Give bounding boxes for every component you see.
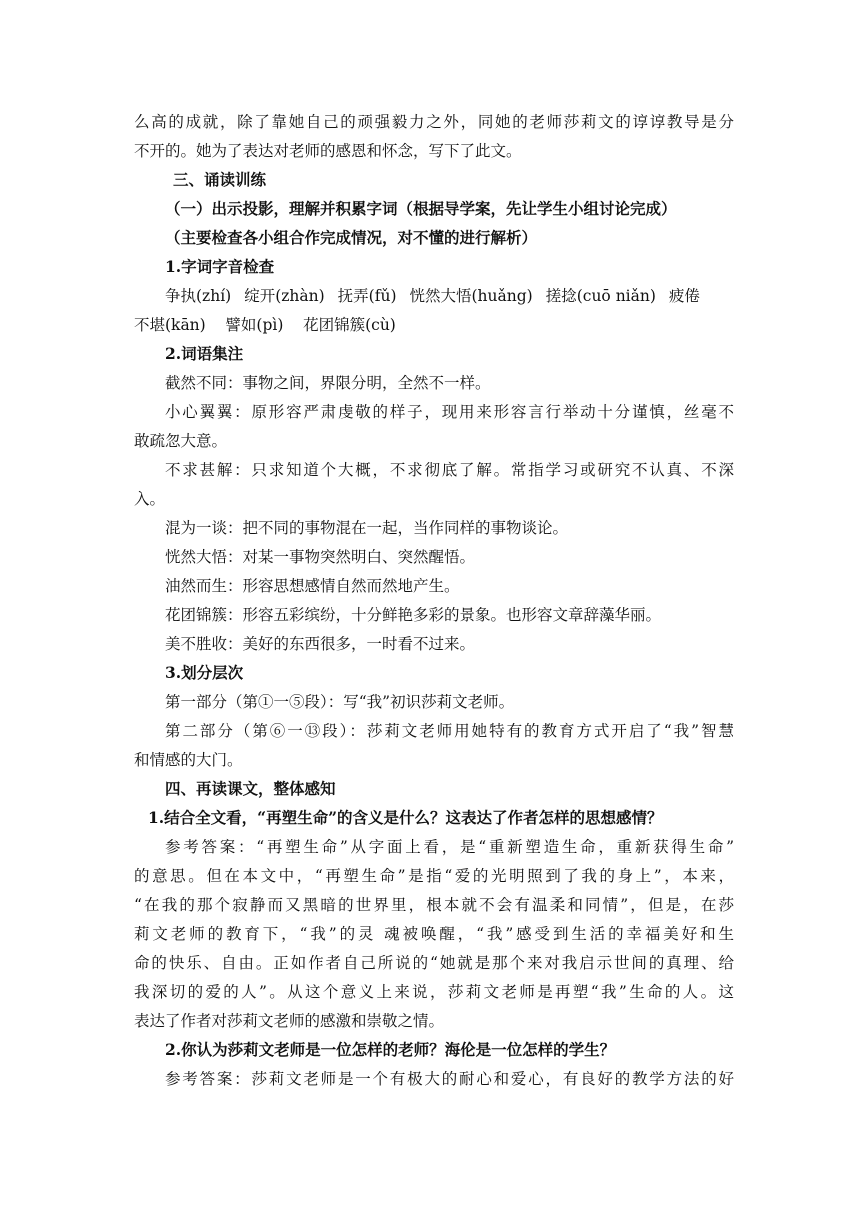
paragraph-line: 表达了作者对莎莉文老师的感激和崇敬之情。 xyxy=(134,1012,445,1030)
pinyin-item: 搓捻(cuō niǎn) xyxy=(545,287,656,305)
paragraph-line: 么高的成就，除了靠她自己的顽强毅力之外，同她的老师莎莉文的谆谆教导是分 xyxy=(134,113,734,131)
paragraph-line: 混为一谈：把不同的事物混在一起，当作同样的事物谈论。 xyxy=(165,519,569,537)
paragraph-line: 不开的。她为了表达对老师的感恩和怀念，写下了此文。 xyxy=(134,142,522,160)
paragraph-line: 恍然大悟：对某一事物突然明白、突然醒悟。 xyxy=(165,548,476,566)
paragraph-line: 花团锦簇：形容五彩缤纷，十分鲜艳多彩的景象。也形容文章辞藻华丽。 xyxy=(165,606,662,624)
paragraph-line: 我深切的爱的人”。从这个意义上来说，莎莉文老师是再塑“我”生命的人。这 xyxy=(134,983,734,1001)
pinyin-item: 恍然大悟(huǎng) xyxy=(409,287,533,305)
paragraph-line: 的意思。但在本文中，“再塑生命”是指“爱的光明照到了我的身上”，本来， xyxy=(134,867,734,885)
question-heading: 1.结合全文看，“再塑生命”的含义是什么？这表达了作者怎样的思想感情？ xyxy=(148,808,663,827)
item-heading: 2.词语集注 xyxy=(165,344,244,363)
paragraph-line: 命的快乐、自由。正如作者自己所说的“她就是那个来对我启示世间的真理、给 xyxy=(134,954,734,972)
paragraph-line: 参考答案：“再塑生命”从字面上看，是“重新塑造生命，重新获得生命” xyxy=(165,838,734,856)
paragraph-line: 不堪(kān) 譬如(pì) 花团锦簇(cù) xyxy=(134,316,396,334)
paragraph-line: 不求甚解：只求知道个大概，不求彻底了解。常指学习或研究不认真、不深 xyxy=(165,461,734,479)
item-heading: 3.划分层次 xyxy=(165,663,244,682)
paragraph-line: 截然不同：事物之间，界限分明，全然不一样。 xyxy=(165,374,491,392)
paragraph-line: 第一部分（第①一⑤段）：写“我”初识莎莉文老师。 xyxy=(165,693,515,711)
question-heading: 2.你认为莎莉文老师是一位怎样的老师？海伦是一位怎样的学生？ xyxy=(165,1040,616,1059)
paragraph-line: 莉文老师的教育下，“我”的灵 魂被唤醒，“我”感受到生活的幸福美好和生 xyxy=(134,925,734,943)
paragraph-line: 美不胜收：美好的东西很多，一时看不过来。 xyxy=(165,635,476,653)
paragraph-line: 敢疏忽大意。 xyxy=(134,432,228,450)
paragraph-line: 第二部分（第⑥一⑬段）：莎莉文老师用她特有的教育方式开启了“我”智慧 xyxy=(165,722,734,740)
paragraph-line: 入。 xyxy=(134,490,166,508)
subsection-note: （主要检查各小组合作完成情况，对不懂的进行解析） xyxy=(165,228,538,247)
pinyin-row xyxy=(165,286,734,306)
pinyin-item: 疲倦 xyxy=(668,287,700,305)
paragraph-line: 小心翼翼：原形容严肃虔敬的样子，现用来形容言行举动十分谨慎，丝毫不 xyxy=(165,403,734,421)
pinyin-item: 绽开(zhàn) xyxy=(244,287,325,305)
subsection-heading: （一）出示投影，理解并积累字词（根据导学案，先让学生小组讨论完成） xyxy=(165,199,677,218)
pinyin-item: 抚弄(fǔ) xyxy=(337,287,397,305)
section-heading: 三、诵读训练 xyxy=(173,170,267,189)
paragraph-line: 油然而生：形容思想感情自然而然地产生。 xyxy=(165,577,460,595)
paragraph-line: “在我的那个寂静而又黑暗的世界里，根本就不会有温柔和同情”，但是，在莎 xyxy=(134,896,734,914)
paragraph-line: 和情感的大门。 xyxy=(134,751,243,769)
section-heading: 四、再读课文，整体感知 xyxy=(165,779,336,798)
item-heading: 1.字词字音检查 xyxy=(165,257,275,276)
pinyin-item: 争执(zhí) xyxy=(165,287,232,305)
paragraph-line: 参考答案：莎莉文老师是一个有极大的耐心和爱心，有良好的教学方法的好 xyxy=(165,1070,734,1088)
